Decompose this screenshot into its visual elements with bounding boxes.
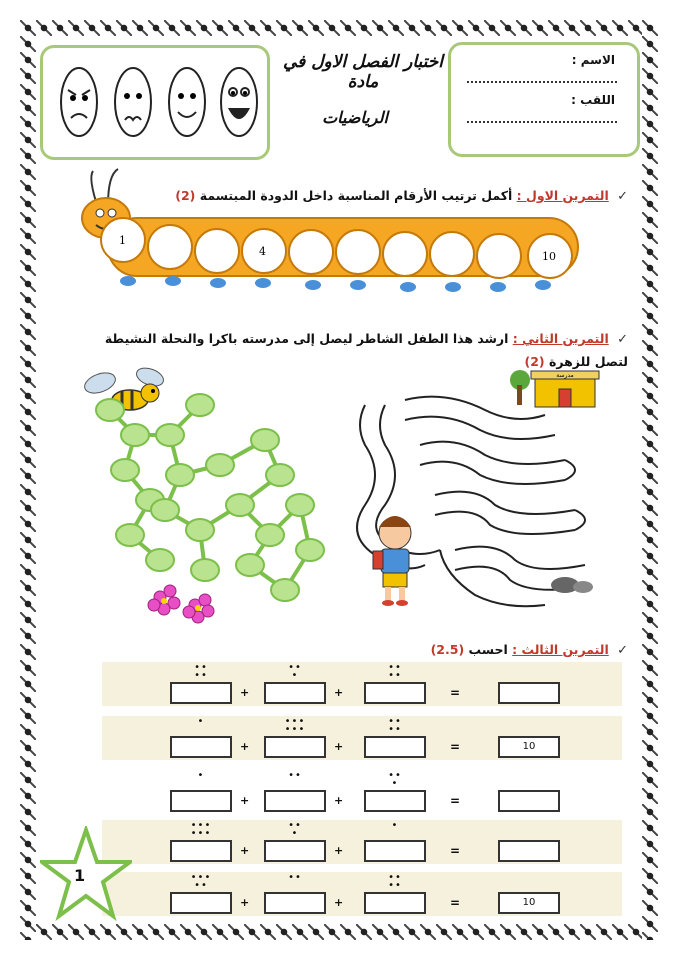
border-bottom xyxy=(20,924,658,940)
answer-box[interactable] xyxy=(170,892,232,914)
answer-box[interactable] xyxy=(364,736,426,758)
dot-group: •• • xyxy=(388,770,402,789)
caterpillar-value-1: 1 xyxy=(119,234,126,247)
answer-box[interactable] xyxy=(170,682,232,704)
plus-sign: + xyxy=(240,686,250,699)
result-box[interactable] xyxy=(498,790,560,812)
calc-row xyxy=(102,872,622,916)
bee-icon xyxy=(82,365,166,410)
faces-box xyxy=(40,45,270,160)
laughing-face-icon xyxy=(219,66,259,138)
dot-group: •• xyxy=(288,770,302,781)
answer-box[interactable] xyxy=(264,840,326,862)
answer-box[interactable] xyxy=(364,790,426,812)
school-label: مدرسة xyxy=(556,372,574,379)
plus-sign: + xyxy=(240,844,250,857)
dot-group: •• xyxy=(288,872,302,883)
smiling-face-icon xyxy=(167,66,207,138)
name-label: الاسم : xyxy=(571,53,615,67)
page-number: 1 xyxy=(74,866,86,885)
answer-box[interactable] xyxy=(170,840,232,862)
crying-face-icon xyxy=(113,66,153,138)
check-icon: ✓ xyxy=(617,332,628,347)
dot-group: ••• ••• xyxy=(284,716,306,735)
answer-box[interactable] xyxy=(264,790,326,812)
exercise3-text: احسب xyxy=(468,642,508,657)
star-icon xyxy=(40,826,132,922)
bee-flower-maze xyxy=(70,365,350,625)
angry-face-icon xyxy=(59,66,99,138)
calc-row xyxy=(102,662,622,706)
equals-sign: = xyxy=(450,896,461,910)
surname-field[interactable] xyxy=(467,121,617,123)
equals-sign: = xyxy=(450,686,461,700)
answer-box[interactable] xyxy=(264,892,326,914)
surname-label: اللقب : xyxy=(571,93,615,107)
plus-sign: + xyxy=(240,740,250,753)
equals-sign: = xyxy=(450,844,461,858)
equals-sign: = xyxy=(450,794,461,808)
school-icon xyxy=(510,370,599,407)
result-box[interactable] xyxy=(498,840,560,862)
check-icon: ✓ xyxy=(617,643,628,658)
plus-sign: + xyxy=(334,794,344,807)
equals-sign: = xyxy=(450,740,461,754)
plus-sign: + xyxy=(334,686,344,699)
result-box[interactable]: 10 xyxy=(498,892,560,914)
name-field[interactable] xyxy=(467,81,617,83)
border-top xyxy=(20,20,658,36)
exercise1-text: أكمل ترتيب الأرقام المناسبة داخل الدودة المبتسمة xyxy=(199,188,513,203)
calc-row xyxy=(102,820,622,864)
exercise1-head: التمرين الاول : xyxy=(516,188,609,203)
exercise3-instruction xyxy=(431,642,628,658)
caterpillar-illustration xyxy=(78,163,608,298)
dot-group: •• •• xyxy=(388,662,402,681)
dot-group: •• •• xyxy=(388,716,402,735)
answer-box[interactable] xyxy=(364,840,426,862)
plus-sign: + xyxy=(240,794,250,807)
dot-group: • xyxy=(197,716,205,727)
check-icon: ✓ xyxy=(617,189,628,204)
dot-group: • xyxy=(391,820,399,831)
exercise3-head: التمرين الثالث : xyxy=(512,642,609,657)
calculation-table xyxy=(102,662,622,922)
plus-sign: + xyxy=(334,844,344,857)
calc-row xyxy=(102,770,622,814)
answer-box[interactable] xyxy=(264,682,326,704)
caterpillar-value-10: 10 xyxy=(542,250,556,263)
calc-row xyxy=(102,716,622,760)
exam-title: اختبار الفصل الاول في مادة xyxy=(282,52,444,93)
exercise2-head: التمرين الثاني : xyxy=(512,331,609,346)
dot-group: •• •• xyxy=(194,662,208,681)
flower-icon xyxy=(148,585,214,623)
dot-group: •• •• xyxy=(388,872,402,891)
dot-group: • xyxy=(197,770,205,781)
school-maze xyxy=(345,365,615,615)
plus-sign: + xyxy=(240,896,250,909)
border-left xyxy=(20,20,36,940)
caterpillar-value-4: 4 xyxy=(259,245,266,258)
answer-box[interactable] xyxy=(364,682,426,704)
dot-group: ••• ••• xyxy=(190,820,212,839)
dot-group: •• • xyxy=(288,820,302,839)
answer-box[interactable] xyxy=(364,892,426,914)
result-box[interactable]: 10 xyxy=(498,736,560,758)
student-info-box xyxy=(448,42,640,157)
exercise3-score: (2.5) xyxy=(430,642,465,657)
exercise2-text: ارشد هذا الطفل الشاطر ليصل إلى مدرسته باكرا والنحلة النشيطة لتصل للزهرة xyxy=(104,331,628,369)
border-right xyxy=(642,20,658,940)
exercise2-score: (2) xyxy=(524,354,545,369)
boy-icon xyxy=(373,516,411,606)
dot-group: •• • xyxy=(288,662,302,681)
answer-box[interactable] xyxy=(170,790,232,812)
dot-group: ••• •• xyxy=(190,872,212,891)
answer-box[interactable] xyxy=(170,736,232,758)
exam-subject: الرياضيات xyxy=(322,108,388,127)
plus-sign: + xyxy=(334,896,344,909)
result-box[interactable] xyxy=(498,682,560,704)
plus-sign: + xyxy=(334,740,344,753)
answer-box[interactable] xyxy=(264,736,326,758)
exercise1-score: (2) xyxy=(175,188,196,203)
